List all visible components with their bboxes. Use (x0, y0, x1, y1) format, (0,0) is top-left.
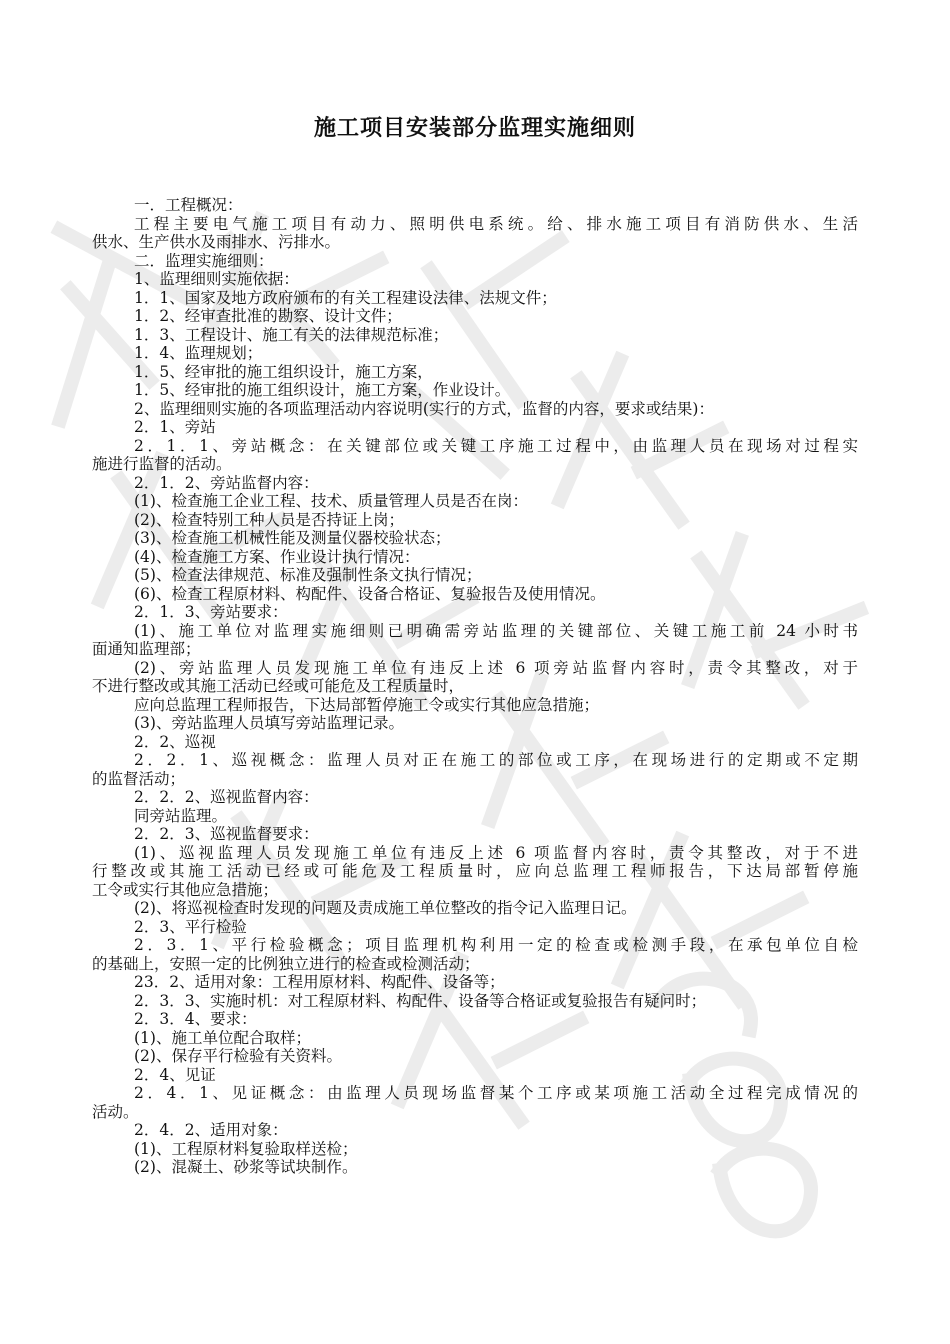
text-line: 2．2、巡视 (134, 732, 216, 751)
text-line: 的监督活动； (92, 769, 186, 788)
text-line: (3)、检查施工机械性能及测量仪器校验状态； (134, 529, 451, 547)
text-line: 同旁站监理。 (134, 806, 228, 825)
text-line: 的基础上，安照一定的比例独立进行的检查或检测活动； (92, 954, 480, 973)
text-line: 2．2．2、巡视监督内容： (134, 788, 319, 806)
text-line: 2．2．3、巡视监督要求： (134, 825, 319, 843)
text-line: 1．5、经审批的施工组织设计，施工方案，作业设计。 (134, 381, 511, 399)
document-body (92, 196, 858, 1177)
text-line: (5)、检查法律规范、标准及强制性条文执行情况； (134, 566, 482, 584)
text-line: 2．4、见证 (134, 1065, 216, 1084)
text-line: 2．3．1、平行检验概念；项目监理机构利用一定的检查或检测手段，在承包单位自检 (134, 936, 858, 954)
document-title: 施工项目安装部分监理实施细则 (313, 116, 636, 141)
text-line: 1．3、工程设计、施工有关的法律规范标准； (134, 325, 449, 344)
text-line: (2)、将巡视检查时发现的问题及责成施工单位整改的指令记入监理日记。 (134, 899, 637, 917)
text-line: 供水、生产供水及雨排水、污排水。 (92, 233, 341, 251)
text-line: 2．3．3、实施时机：对工程原材料、构配件、设备等合格证或复验报告有疑问时； (134, 991, 707, 1010)
text-line: (1)、巡视监理人员发现施工单位有违反上述 6 项监督内容时，责令其整改，对于不进 (134, 843, 858, 862)
text-line: 2、监理细则实施的各项监理活动内容说明(实行的方式，监督的内容，要求或结果)： (134, 399, 714, 418)
text-line: 2．3、平行检验 (134, 917, 247, 936)
text-line: 施进行监督的活动。 (92, 455, 232, 473)
text-line: 2．3．4、要求： (134, 1010, 257, 1028)
text-line: 二．监理实施细则： (134, 251, 274, 270)
text-line: 1．1、国家及地方政府颁布的有关工程建设法律、法规文件； (134, 288, 557, 307)
text-line: 行整改或其施工活动已经或可能危及工程质量时，应向总监理工程师报告，下达局部暂停施 (92, 862, 858, 880)
text-line: 2．2．1、巡视概念：监理人员对正在施工的部位或工序，在现场进行的定期或不定期 (134, 751, 858, 769)
text-line: 23．2、适用对象：工程用原材料、构配件、设备等； (134, 973, 505, 991)
text-line: (1)、施工单位配合取样； (134, 1028, 311, 1047)
text-line: (2)、保存平行检验有关资料。 (134, 1047, 342, 1065)
text-line: 面通知监理部； (92, 640, 201, 658)
text-line: (2)、旁站监理人员发现施工单位有违反上述 6 项旁站监督内容时，责令其整改，对于 (134, 658, 858, 677)
text-line: (1)、施工单位对监理实施细则已明确需旁站监理的关键部位、关键工施工前 24 小时书 (134, 621, 858, 640)
text-line: (3)、旁站监理人员填写旁站监理记录。 (134, 714, 404, 732)
text-line: (2)、混凝土、砂浆等试块制作。 (134, 1158, 358, 1176)
text-line: 2．4．2、适用对象： (134, 1121, 288, 1139)
text-line: 一．工程概况： (134, 196, 243, 214)
text-line: (1)、检查施工企业工程、技术、质量管理人员是否在岗： (134, 492, 528, 510)
text-line: 2．1．3、旁站要求： (134, 603, 288, 621)
text-line: 1．5、经审批的施工组织设计，施工方案， (134, 362, 433, 381)
text-line: 应向总监理工程师报告，下达局部暂停施工令或实行其他应急措施； (134, 695, 600, 714)
text-line: 2．1．1、旁站概念：在关键部位或关键工序施工过程中，由监理人员在现场对过程实 (134, 436, 858, 455)
text-line: 1、监理细则实施依据： (134, 270, 299, 288)
text-line: 2．1、旁站 (134, 418, 216, 436)
text-line: 2．1．2、旁站监督内容： (134, 473, 319, 492)
text-line: (6)、检查工程原材料、构配件、设备合格证、复验报告及使用情况。 (134, 584, 606, 603)
text-line: (1)、工程原材料复验取样送检； (134, 1139, 358, 1158)
text-line: 工程主要电气施工项目有动力、照明供电系统。给、排水施工项目有消防供水、生活 (134, 214, 858, 233)
text-line: 2．4．1、见证概念：由监理人员现场监督某个工序或某项施工活动全过程完成情况的 (134, 1084, 858, 1102)
text-line: 活动。 (92, 1102, 139, 1121)
text-line: 1．4、监理规划； (134, 344, 263, 362)
text-line: (4)、检查施工方案、作业设计执行情况： (134, 547, 420, 566)
text-line: 工令或实行其他应急措施； (92, 880, 279, 899)
text-line: 不进行整改或其施工活动已经或可能危及工程质量时， (92, 677, 465, 695)
text-line: (2)、检查特别工种人员是否持证上岗； (134, 510, 404, 529)
text-line: 1．2、经审查批准的勘察、设计文件； (134, 307, 402, 325)
